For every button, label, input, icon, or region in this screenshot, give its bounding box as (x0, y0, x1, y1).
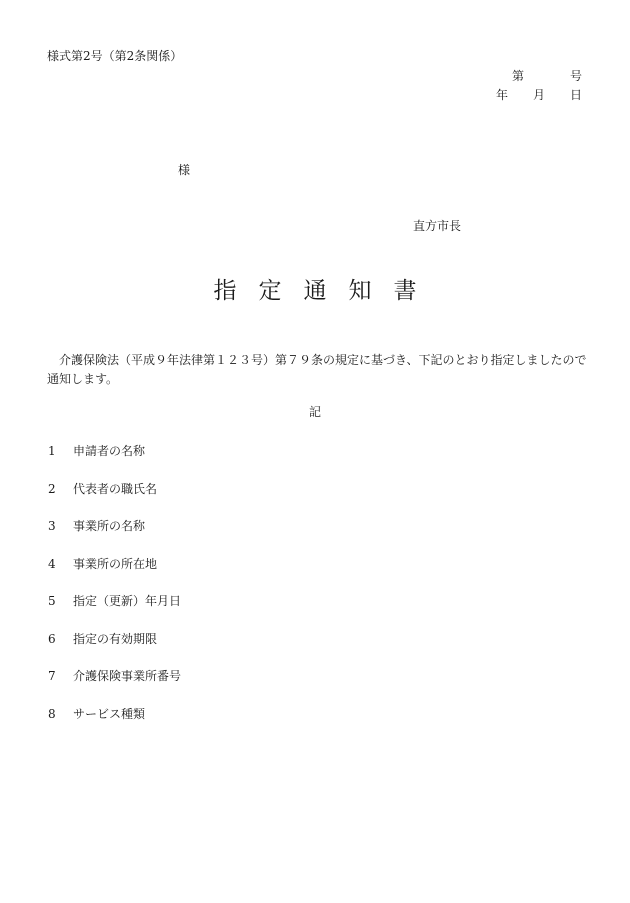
item-label: 指定の有効期限 (73, 631, 158, 646)
issuer-name: 直方市長 (413, 219, 462, 233)
item-list (48, 445, 181, 745)
list-item (48, 520, 181, 558)
item-number: 4 (48, 556, 56, 571)
date-year-label: 年 (495, 88, 508, 102)
body-text: 介護保険法（平成９年法律第１２３号）第７９条の規定に基づき、下記のとおり指定しましたので通知します。 (47, 353, 587, 386)
item-number: 6 (48, 631, 56, 646)
list-item (48, 633, 181, 671)
ki-heading: 記 (308, 405, 321, 419)
item-number: 5 (48, 594, 56, 608)
list-item (48, 558, 181, 596)
recipient-honorific: 様 (178, 163, 191, 177)
date-day-label: 日 (569, 88, 582, 102)
item-number: 3 (48, 519, 56, 533)
item-label: サービス種類 (73, 706, 146, 721)
number-label-dai: 第 (511, 69, 524, 83)
list-item (48, 445, 181, 483)
list-item (48, 708, 181, 746)
list-item (48, 595, 181, 633)
date-line (496, 89, 582, 101)
date-month-label: 月 (532, 88, 545, 102)
item-label: 介護保険事業所番号 (73, 669, 182, 683)
document-title: 指定通知書 (213, 278, 439, 304)
item-number: 8 (48, 706, 56, 721)
item-label: 事業所の名称 (73, 519, 146, 533)
form-reference: 様式第2号（第2条関係） (47, 49, 183, 63)
list-item (48, 483, 181, 521)
item-label: 代表者の職氏名 (73, 481, 158, 496)
number-label-go: 号 (569, 69, 582, 83)
item-label: 事業所の所在地 (73, 556, 158, 571)
item-number: 2 (48, 481, 56, 496)
item-number: 7 (48, 669, 56, 683)
list-item (48, 670, 181, 708)
item-number: 1 (48, 444, 56, 458)
document-number-line (512, 70, 582, 82)
item-label: 申請者の名称 (73, 444, 146, 458)
item-label: 指定（更新）年月日 (73, 594, 182, 608)
